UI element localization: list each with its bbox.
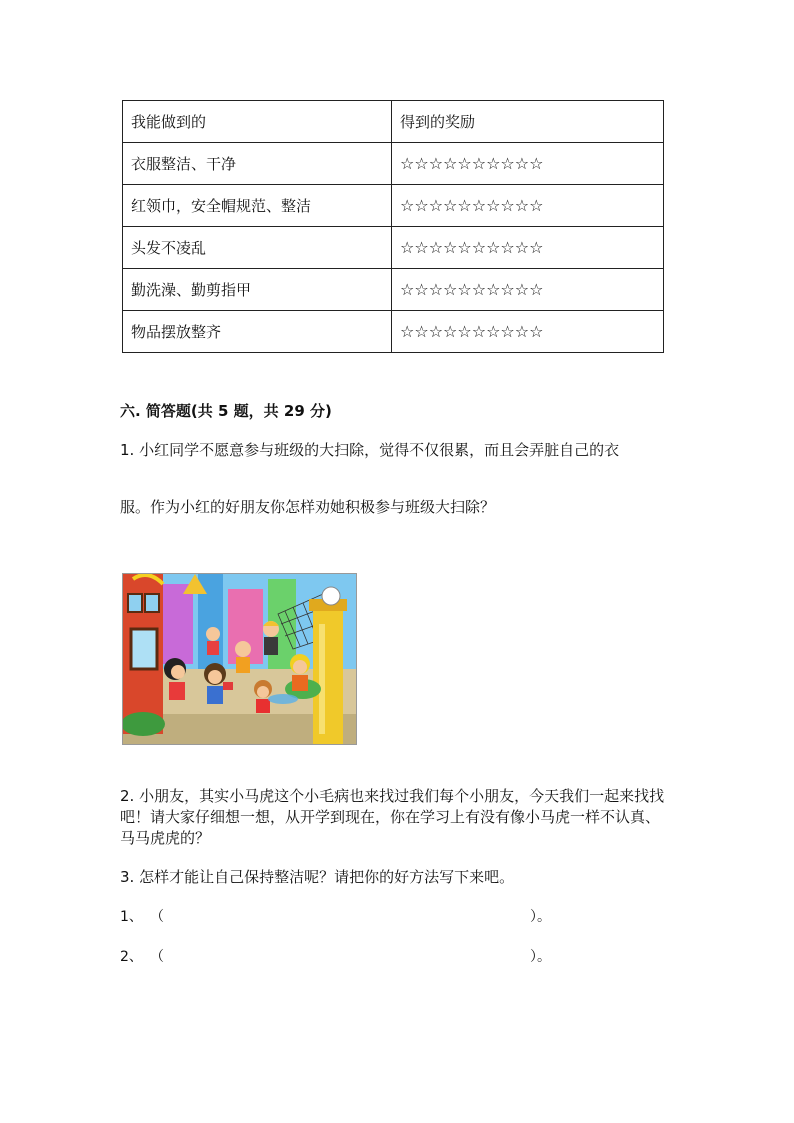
header-cell: 我能做到的 — [123, 101, 392, 143]
answer-number: 1、 — [120, 909, 143, 925]
question-2: 2. 小朋友，其实小马虎这个小毛病也来找过我们每个小朋友，今天我们一起来找找吧！请大家仔细想一想，从开学到现在，你在学习上有没有像小马虎一样不认真、马马虎虎的？ — [120, 787, 665, 847]
reward-stars: ☆☆☆☆☆☆☆☆☆☆ — [392, 227, 664, 269]
reward-stars: ☆☆☆☆☆☆☆☆☆☆ — [392, 143, 664, 185]
table-header-row — [123, 101, 664, 143]
reward-table — [122, 100, 664, 353]
table-row — [123, 269, 664, 311]
question-3: 3. 怎样才能让自己保持整洁呢？请把你的好方法写下来吧。 — [120, 868, 515, 886]
table-row — [123, 227, 664, 269]
table-row — [123, 311, 664, 353]
table-row — [123, 143, 664, 185]
item-cell: 红领巾，安全帽规范、整洁 — [123, 185, 392, 227]
answer-open-paren: （ — [150, 909, 164, 925]
item-cell: 衣服整洁、干净 — [123, 143, 392, 185]
item-cell: 头发不凌乱 — [123, 227, 392, 269]
reward-stars: ☆☆☆☆☆☆☆☆☆☆ — [392, 311, 664, 353]
header-cell: 得到的奖励 — [392, 101, 664, 143]
section-title: 六. 简答题(共 5 题，共 29 分) — [120, 402, 332, 420]
reward-stars: ☆☆☆☆☆☆☆☆☆☆ — [392, 269, 664, 311]
answer-close-paren: ）。 — [530, 949, 551, 965]
question-1-line-1: 1. 小红同学不愿意参与班级的大扫除，觉得不仅很累，而且会弄脏自己的衣 — [120, 441, 620, 459]
item-cell: 物品摆放整齐 — [123, 311, 392, 353]
answer-close-paren: ）。 — [530, 909, 551, 925]
item-cell: 勤洗澡、勤剪指甲 — [123, 269, 392, 311]
question-1-line-2: 服。作为小红的好朋友你怎样劝她积极参与班级大扫除？ — [120, 498, 496, 516]
reward-stars: ☆☆☆☆☆☆☆☆☆☆ — [392, 185, 664, 227]
answer-open-paren: （ — [150, 949, 164, 965]
table-row — [123, 185, 664, 227]
answer-number: 2、 — [120, 949, 143, 965]
cartoon-illustration — [122, 573, 357, 745]
